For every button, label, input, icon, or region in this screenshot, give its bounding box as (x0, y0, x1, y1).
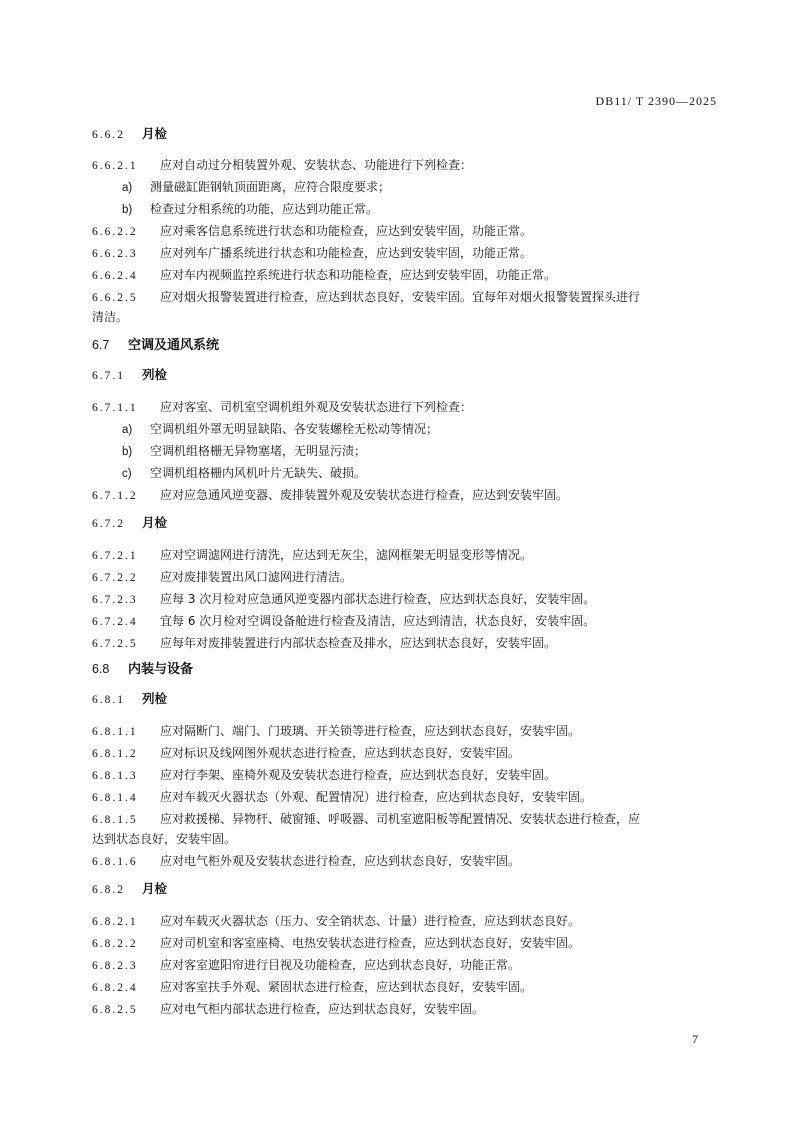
clause-number: 6.8.2.2 (92, 938, 138, 950)
clause-text: 应对司机室和客室座椅、电热安装状态进行检查，应达到状态良好，安装牢固。 (160, 936, 581, 950)
clause-text: 应对客室扶手外观、紧固状态进行检查，应达到状态良好，安装牢固。 (160, 980, 533, 994)
clause-number: 6.7.2.4 (92, 616, 138, 628)
clause-number: 6.8.1.5 (92, 814, 138, 826)
clause-text: 应对列车广播系统进行状态和功能检查，应达到安装牢固，功能正常。 (160, 246, 533, 260)
clause-paragraph (92, 613, 595, 630)
section-number: 6.7 (92, 338, 110, 352)
clause-paragraph (92, 767, 556, 784)
clause-paragraph (92, 979, 532, 996)
clause-text: 应对空调滤网进行清洗，应达到无灰尘，滤网框架无明显变形等情况。 (160, 548, 533, 562)
clause-text: 应对标识及线网图外观状态进行检查，应达到状态良好，安装牢固。 (160, 746, 521, 760)
subsection-number: 6.8.2 (92, 884, 125, 896)
clause-text: 应对车内视频监控系统进行状态和功能检查，应达到安装牢固，功能正常。 (160, 268, 557, 282)
clause-number: 6.6.2.5 (92, 292, 138, 304)
clause-paragraph (92, 745, 520, 762)
clause-paragraph (92, 591, 595, 608)
clause-number: 6.8.2.5 (92, 1004, 138, 1016)
clause-number: 6.7.1.2 (92, 490, 138, 502)
section-heading (92, 337, 219, 354)
clause-paragraph (92, 723, 580, 740)
clause-number: 6.8.2.4 (92, 982, 138, 994)
clause-number: 6.6.2.3 (92, 248, 138, 260)
subsection-number: 6.8.1 (92, 694, 125, 706)
clause-number: 6.7.2.3 (92, 594, 138, 606)
clause-text: 应对废排装置出风口滤网进行清洁。 (160, 570, 353, 584)
list-item (122, 421, 438, 438)
standard-number-header: DB11/ T 2390—2025 (595, 94, 717, 108)
section-title: 内装与设备 (128, 662, 194, 677)
page-number: 7 (692, 1032, 698, 1046)
clause-text: 应对车载灭火器状态（压力、安全销状态、计量）进行检查，应达到状态良好。 (160, 914, 581, 928)
clause-text: 应对自动过分相装置外观、安装状态、功能进行下列检查： (160, 158, 473, 172)
clause-paragraph (92, 157, 472, 174)
clause-paragraph (92, 913, 580, 930)
clause-paragraph (92, 811, 640, 828)
list-item-text: 测量磁缸距钢轨顶面距离，应符合限度要求； (150, 180, 391, 194)
clause-paragraph (92, 635, 556, 652)
clause-number: 6.8.1.3 (92, 770, 138, 782)
section-title: 空调及通风系统 (128, 338, 220, 353)
clause-text: 应每年对废排装置进行内部状态检查及排水，应达到状态良好，安装牢固。 (160, 636, 557, 650)
clause-number: 6.8.1.6 (92, 856, 138, 868)
continuation-text: 清洁。 (92, 310, 129, 324)
subsection-title: 月检 (142, 515, 168, 530)
clause-text: 应对隔断门、端门、门玻璃、开关锁等进行检查，应达到状态良好，安装牢固。 (160, 724, 581, 738)
clause-paragraph (92, 569, 352, 586)
continuation-text: 达到状态良好，安装牢固。 (92, 832, 237, 846)
clause-paragraph (92, 1001, 484, 1018)
clause-number: 6.6.2.2 (92, 226, 138, 238)
section-number: 6.8 (92, 662, 110, 676)
clause-number: 6.7.2.2 (92, 572, 138, 584)
clause-number: 6.7.2.1 (92, 550, 138, 562)
clause-text: 应对救援梯、异物杆、破窗锤、呼吸器、司机室遮阳板等配置情况、安装状态进行检查，应 (160, 812, 641, 826)
clause-number: 6.8.2.1 (92, 916, 138, 928)
clause-number: 6.8.1.4 (92, 792, 138, 804)
subsection-title: 列检 (142, 367, 168, 382)
list-item-marker: b) (122, 204, 133, 216)
list-item (122, 179, 390, 196)
subsection-heading (92, 126, 167, 143)
subsection-heading (92, 881, 167, 898)
list-item-text: 空调机组格栅内风机叶片无缺失、破损。 (150, 466, 367, 480)
clause-paragraph (92, 789, 592, 806)
subsection-number: 6.6.2 (92, 129, 125, 141)
clause-text: 应对客室、司机室空调机组外观及安装状态进行下列检查： (160, 400, 473, 414)
list-item (122, 465, 366, 482)
list-item-marker: b) (122, 446, 133, 458)
list-item-text: 检查过分相系统的功能，应达到功能正常。 (150, 202, 379, 216)
clause-paragraph (92, 957, 520, 974)
clause-text: 应每 3 次月检对应急通风逆变器内部状态进行检查，应达到状态良好，安装牢固。 (160, 592, 596, 606)
clause-text: 应对应急通风逆变器、废排装置外观及安装状态进行检查，应达到安装牢固。 (160, 488, 569, 502)
clause-text: 应对客室遮阳帘进行目视及功能检查，应达到状态良好，功能正常。 (160, 958, 521, 972)
clause-number: 6.6.2.4 (92, 270, 138, 282)
clause-paragraph (92, 399, 472, 416)
list-item-marker: c) (122, 468, 132, 480)
subsection-title: 月检 (142, 126, 168, 141)
clause-continuation (92, 831, 236, 847)
subsection-title: 列检 (142, 691, 168, 706)
clause-text: 宜每 6 次月检对空调设备舱进行检查及清洁，应达到清洁，状态良好，安装牢固。 (160, 614, 596, 628)
clause-number: 6.8.1.2 (92, 748, 138, 760)
clause-paragraph (92, 267, 556, 284)
list-item-text: 空调机组外罩无明显缺陷、各安装螺栓无松动等情况； (150, 422, 439, 436)
clause-paragraph (92, 935, 580, 952)
clause-paragraph (92, 289, 640, 306)
clause-paragraph (92, 223, 532, 240)
subsection-heading (92, 691, 167, 708)
clause-text: 应对电气柜内部状态进行检查，应达到状态良好，安装牢固。 (160, 1002, 485, 1016)
clause-text: 应对车载灭火器状态（外观、配置情况）进行检查，应达到状态良好，安装牢固。 (160, 790, 593, 804)
subsection-title: 月检 (142, 881, 168, 896)
clause-number: 6.6.2.1 (92, 160, 138, 172)
list-item (122, 201, 378, 218)
clause-paragraph (92, 487, 568, 504)
clause-text: 应对烟火报警装置进行检查，应达到状态良好，安装牢固。宜每年对烟火报警装置探头进行 (160, 290, 641, 304)
clause-text: 应对行李架、座椅外观及安装状态进行检查，应达到状态良好，安装牢固。 (160, 768, 557, 782)
subsection-heading (92, 367, 167, 384)
clause-paragraph (92, 245, 532, 262)
list-item-marker: a) (122, 424, 133, 436)
clause-text: 应对乘客信息系统进行状态和功能检查，应达到安装牢固，功能正常。 (160, 224, 533, 238)
subsection-number: 6.7.1 (92, 370, 125, 382)
clause-paragraph (92, 853, 520, 870)
clause-number: 6.7.1.1 (92, 402, 138, 414)
clause-number: 6.7.2.5 (92, 638, 138, 650)
list-item-text: 空调机组格栅无异物塞堵，无明显污渍； (150, 444, 367, 458)
list-item (122, 443, 366, 460)
clause-continuation (92, 309, 128, 325)
clause-paragraph (92, 547, 532, 564)
section-heading (92, 661, 193, 678)
clause-number: 6.8.1.1 (92, 726, 138, 738)
subsection-heading (92, 515, 167, 532)
list-item-marker: a) (122, 182, 133, 194)
subsection-number: 6.7.2 (92, 518, 125, 530)
clause-number: 6.8.2.3 (92, 960, 138, 972)
clause-text: 应对电气柜外观及安装状态进行检查，应达到状态良好，安装牢固。 (160, 854, 521, 868)
